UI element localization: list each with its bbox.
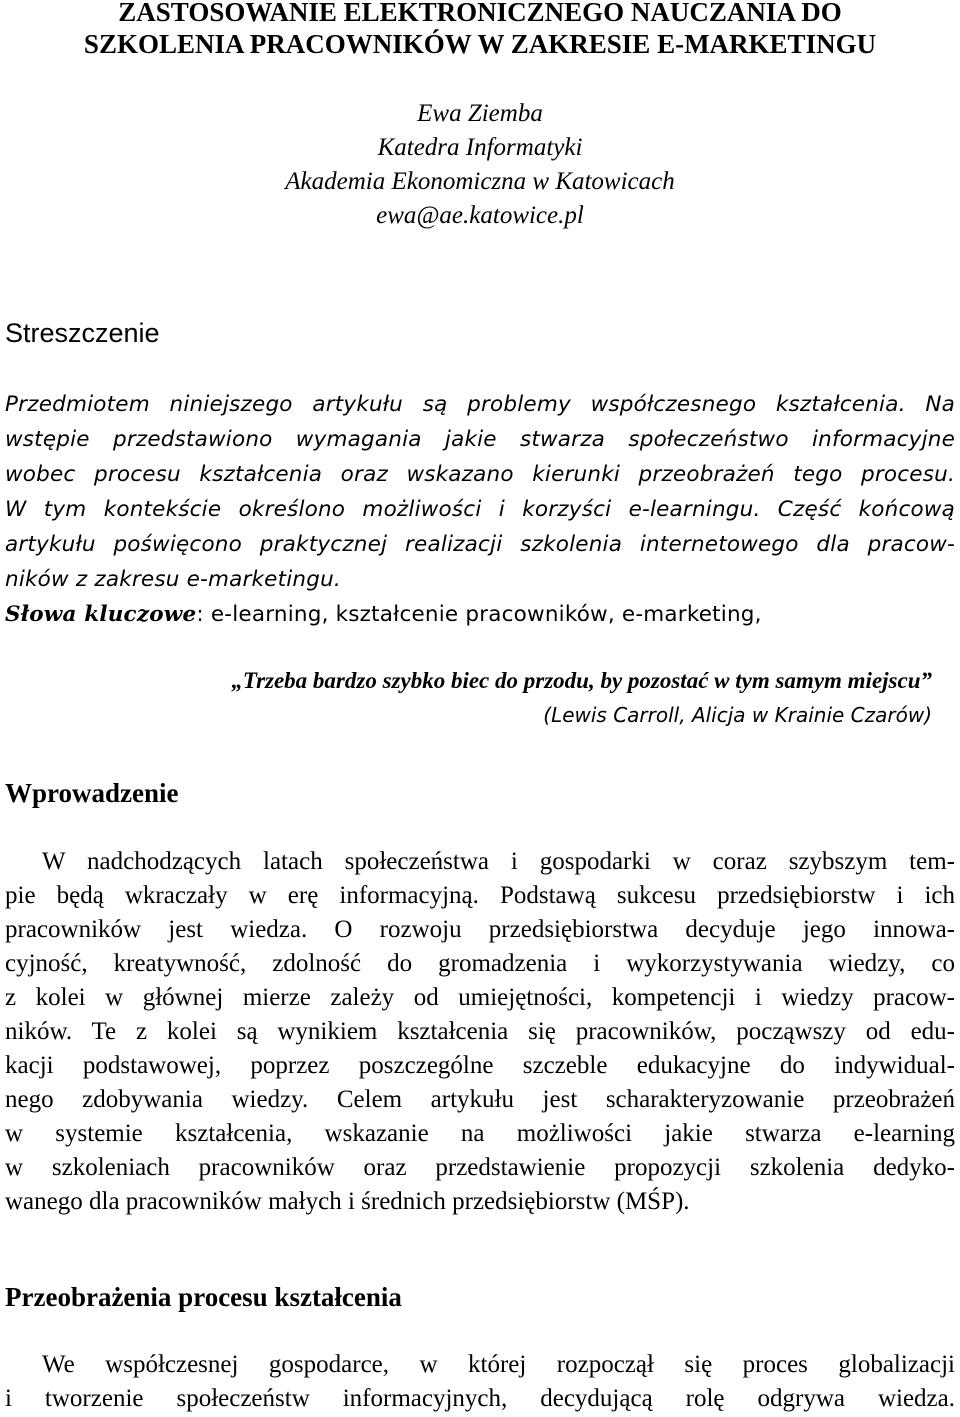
paragraph-line: pracowników jest wiedza. O rozwoju przedsiębiorstwa decyduje jego innowa- [5, 916, 955, 943]
paragraph-line: z kolei w głównej mierze zależy od umiejętności, kompetencji i wiedzy pracow- [5, 984, 955, 1011]
keywords-line [5, 597, 955, 632]
abstract-heading: Streszczenie [5, 318, 160, 348]
abstract-line: wstępie przedstawiono wymagania jakie stwarza społeczeństwo informacyjne [5, 427, 955, 452]
paragraph-line: i tworzenie społeczeństw informacyjnych, decydującą rolę odgrywa wiedza. [5, 1385, 955, 1412]
author-block [0, 97, 960, 233]
abstract-line: W tym kontekście określono możliwości i korzyści e-learningu. Część końcową [5, 497, 955, 522]
intro-heading: Wprowadzenie [5, 778, 179, 808]
keywords-text: : e-learning, kształcenie pracowników, e-marketing, [196, 602, 762, 627]
paragraph-line: We współczesnej gospodarce, w której rozpoczął się proces globalizacji [42, 1351, 955, 1378]
section2-paragraph [5, 1348, 955, 1416]
paragraph-line: pie będą wkraczały w erę informacyjną. Podstawą sukcesu przedsiębiorstw i ich [5, 882, 955, 909]
abstract-line: Przedmiotem niniejszego artykułu są problemy współczesnego kształcenia. Na [5, 392, 955, 417]
paragraph-line: cyjność, kreatywność, zdolność do gromadzenia i wykorzystywania wiedzy, co [5, 950, 955, 977]
paragraph-line: w systemie kształcenia, wskazanie na możliwości jakie stwarza e-learning [5, 1120, 955, 1147]
intro-paragraph [5, 845, 955, 1219]
abstract-line: wobec procesu kształcenia oraz wskazano kierunki przeobrażeń tego procesu. [5, 462, 955, 487]
paragraph-line: kacji podstawowej, poprzez poszczególne szczeble edukacyjne do indywidual- [5, 1052, 955, 1079]
epigraph-source: (Lewis Carroll, Alicja w Krainie Czarów) [543, 703, 932, 727]
abstract-body [5, 387, 955, 632]
epigraph [231, 664, 932, 732]
section2-heading: Przeobrażenia procesu kształcenia [5, 1282, 402, 1312]
author-email: ewa@ae.katowice.pl [376, 202, 584, 229]
keywords-label: Słowa kluczowe [5, 602, 197, 627]
paragraph-line: wanego dla pracowników małych i średnich przedsiębiorstw (MŚP). [5, 1188, 690, 1215]
abstract-line: artykułu poświęcono praktycznej realizacji szkolenia internetowego dla pracow- [5, 532, 955, 557]
epigraph-quote: „Trzeba bardzo szybko biec do przodu, by pozostać w tym samym miejscu” [231, 668, 932, 693]
paragraph-line: ników. Te z kolei są wynikiem kształcenia się pracowników, począwszy od edu- [5, 1018, 955, 1045]
abstract-line: ników z zakresu e-marketingu. [5, 567, 341, 592]
paper-title-line-1: ZASTOSOWANIE ELEKTRONICZNEGO NAUCZANIA DO [118, 0, 842, 27]
author-institution: Akademia Ekonomiczna w Katowicach [285, 168, 675, 195]
author-name: Ewa Ziemba [417, 100, 543, 127]
author-department: Katedra Informatyki [377, 134, 583, 161]
paragraph-line: W nadchodzących latach społeczeństwa i gospodarki w coraz szybszym tem- [42, 848, 955, 875]
paper-title [0, 0, 960, 60]
paper-title-line-2: SZKOLENIA PRACOWNIKÓW W ZAKRESIE E-MARKETINGU [83, 29, 877, 59]
paragraph-line: nego zdobywania wiedzy. Celem artykułu jest scharakteryzowanie przeobrażeń [5, 1086, 955, 1113]
paragraph-line: w szkoleniach pracowników oraz przedstawienie propozycji szkolenia dedyko- [5, 1154, 955, 1181]
